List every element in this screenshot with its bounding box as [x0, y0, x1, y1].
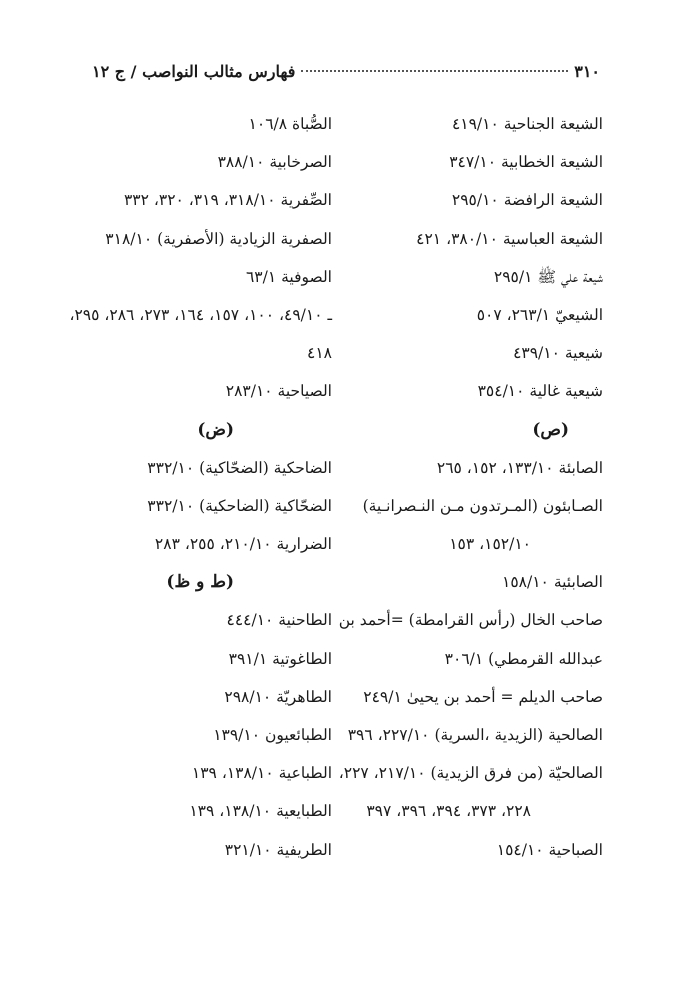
index-entry: الطريفية ٣٢١/١٠ — [224, 840, 332, 859]
index-column-left — [69, 105, 332, 869]
index-entry: الصالحيّة (من فرق الزيدية) ٢١٧/١٠، ٢٢٧، — [338, 764, 603, 783]
index-entry: الشيعة الجناحية ٤١٩/١٠ — [451, 115, 603, 133]
index-entry: شيعية غالية ٣٥٤/١٠ — [477, 382, 603, 401]
index-entry: الشيعة الرافضة ٢٩٥/١٠ — [451, 191, 603, 210]
index-entry: صاحب الديلم = أحمد بن يحيىٰ ٢٤٩/١ — [363, 687, 603, 706]
index-entry: الطباعية ١٣٨/١٠، ١٣٩ — [191, 764, 332, 783]
index-entry: ـ ٤٩/١٠، ١٠٠، ١٥٧، ١٦٤، ٢٧٣، ٢٨٦، ٢٩٥، — [69, 305, 332, 324]
index-entry: الصياحية ٢٨٣/١٠ — [225, 382, 332, 401]
index-entry: ٤١٨ — [307, 344, 332, 363]
page-number: ٣١٠ — [574, 61, 600, 81]
index-entry: الصرخابية ٣٨٨/١٠ — [217, 153, 332, 172]
index-entry: شيعية ٤٣٩/١٠ — [513, 344, 603, 363]
index-entry: الشيعة العباسية ٣٨٠/١٠، ٤٢١ — [416, 229, 603, 248]
index-entry: الضحّاكية (الضاحكية) ٣٣٢/١٠ — [147, 496, 332, 515]
index-entry: الصفرية الزيادية (الأصفرية) ٣١٨/١٠ — [105, 229, 332, 248]
index-entry: الطبائعيون ١٣٩/١٠ — [213, 726, 332, 744]
index-entry: الصِّفرية ٣١٨/١٠، ٣١٩، ٣٢٠، ٣٣٢ — [123, 191, 332, 210]
running-title: فهارس مثالب النواصب / ج ١٢ — [92, 61, 296, 81]
running-header — [92, 58, 600, 84]
index-entry: الصباحية ١٥٤/١٠ — [496, 840, 603, 859]
index-entry: ١٥٢/١٠، ١٥٣ — [449, 535, 531, 554]
section-letter-heading: (ص) — [532, 419, 569, 440]
header-dotted-leader — [301, 70, 568, 72]
index-entry: الشيعيّ ٢٦٣/١، ٥٠٧ — [476, 305, 603, 324]
index-entry: الصالحية (الزيدية ،السرية) ٢٢٧/١٠، ٣٩٦ — [347, 726, 603, 744]
index-entry: عبدالله القرمطي) ٣٠٦/١ — [444, 649, 603, 668]
index-entry: الضاحكية (الضحّاكية) ٣٣٢/١٠ — [147, 458, 332, 477]
index-entry: الصابئة ١٣٣/١٠، ١٥٢، ٢٦٥ — [436, 458, 603, 477]
index-entry: الصُّباة ١٠٦/٨ — [248, 115, 332, 133]
index-entry: الصابئية ١٥٨/١٠ — [502, 573, 603, 592]
index-entry: صاحب الخال (رأس القرامطة) =أحمد بن — [338, 611, 603, 630]
index-entry: شيعة علي ﷺ ٢٩٥/١ — [493, 267, 603, 286]
index-entry: الصوفية ٦٣/١ — [245, 267, 332, 286]
section-letter-heading: (ض) — [197, 419, 234, 440]
index-entry: الصـابئون (المـرتدون مـن النـصرانـية) — [362, 496, 603, 515]
index-entry: الضرارية ٢١٠/١٠، ٢٥٥، ٢٨٣ — [154, 535, 332, 554]
section-letter-heading: (ط و ظ) — [166, 572, 234, 593]
index-entry: ٢٢٨، ٣٧٣، ٣٩٤، ٣٩٦، ٣٩٧ — [366, 802, 531, 821]
index-entry: الطاهريّة ٢٩٨/١٠ — [224, 687, 332, 706]
index-entry: الطبايعية ١٣٨/١٠، ١٣٩ — [189, 802, 332, 821]
index-entry: الطاحنية ٤٤٤/١٠ — [226, 611, 332, 630]
index-column-right — [338, 105, 603, 869]
index-entry: الطاغوتية ٣٩١/١ — [228, 649, 332, 668]
index-entry: الشيعة الخطابية ٣٤٧/١٠ — [449, 153, 603, 172]
